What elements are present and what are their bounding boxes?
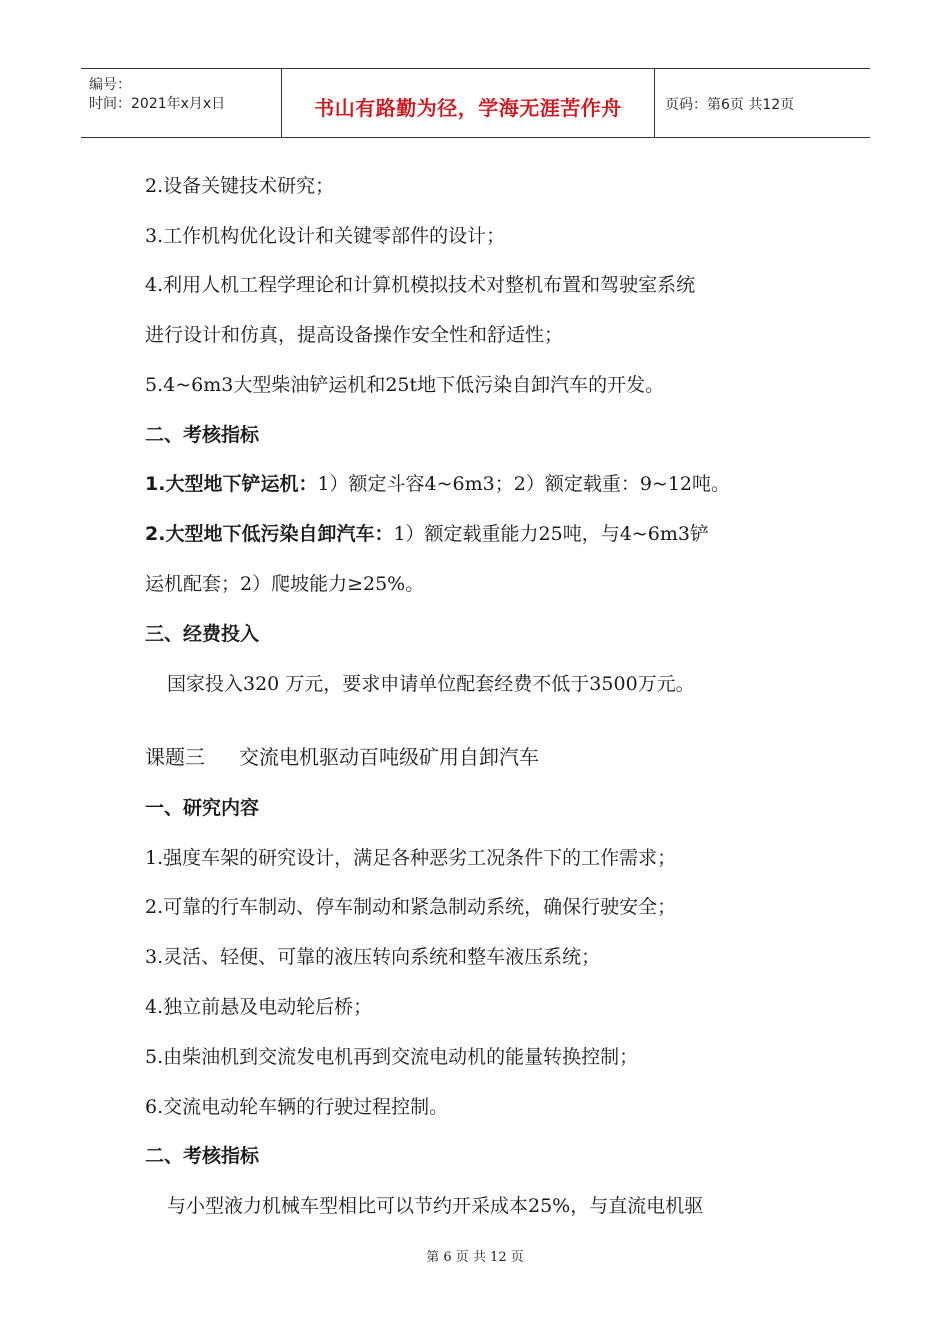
body-line: 4.利用人机工程学理论和计算机模拟技术对整机布置和驾驶室系统 <box>145 274 696 296</box>
section-heading-funding: 三、经费投入 <box>145 623 260 645</box>
document-number-label: 编号： <box>89 77 131 93</box>
research-item: 5.由柴油机到交流发电机再到交流电动机的能量转换控制； <box>145 1046 639 1068</box>
indicator-item <box>145 522 709 546</box>
header-motto-cell <box>282 69 655 137</box>
topic-name: 交流电机驱动百吨级矿用自卸汽车 <box>239 745 539 769</box>
page-footer: 第 6 页 共 12 页 <box>426 1250 524 1265</box>
indicator-lead: 2.大型地下低污染自卸汽车： <box>145 523 394 545</box>
body-line: 运机配套；2）爬坡能力≥25%。 <box>145 573 425 595</box>
body-line: 进行设计和仿真，提高设备操作安全性和舒适性； <box>145 324 564 346</box>
page-header <box>81 68 870 138</box>
research-item: 2.可靠的行车制动、停车制动和紧急制动系统，确保行驶安全； <box>145 896 677 918</box>
research-item: 4.独立前悬及电动轮后桥； <box>145 996 373 1018</box>
header-page-info: 页码：第6页 共12页 <box>665 97 795 113</box>
header-page-cell <box>655 69 870 137</box>
document-date: 时间：2021年x月x日 <box>89 96 226 112</box>
indicator-lead: 1.大型地下铲运机： <box>145 473 318 495</box>
indicator-text: 1）额定载重能力25吨，与4~6m3铲 <box>393 523 709 545</box>
header-motto: 书山有路勤为径，学海无涯苦作舟 <box>314 96 622 120</box>
research-item: 3.灵活、轻便、可靠的液压转向系统和整车液压系统； <box>145 946 601 968</box>
header-meta-cell <box>81 69 282 137</box>
section-heading-indicators: 二、考核指标 <box>145 424 260 446</box>
section-heading-research: 一、研究内容 <box>145 797 260 819</box>
body-line: 2.设备关键技术研究； <box>145 175 335 197</box>
topic-label: 课题三 <box>145 745 205 769</box>
indicator-item <box>145 472 730 496</box>
body-line: 与小型液力机械车型相比可以节约开采成本25%，与直流电机驱 <box>167 1195 704 1217</box>
research-item: 1.强度车架的研究设计，满足各种恶劣工况条件下的工作需求； <box>145 847 677 869</box>
body-line: 3.工作机构优化设计和关键零部件的设计； <box>145 225 506 247</box>
research-item: 6.交流电动轮车辆的行驶过程控制。 <box>145 1096 449 1118</box>
indicator-text: 1）额定斗容4~6m3；2）额定载重：9~12吨。 <box>317 473 731 495</box>
funding-text: 国家投入320 万元，要求申请单位配套经费不低于3500万元。 <box>167 673 695 695</box>
section-heading-indicators-2: 二、考核指标 <box>145 1145 260 1167</box>
topic-title <box>145 745 539 769</box>
body-line: 5.4~6m3大型柴油铲运机和25t地下低污染自卸汽车的开发。 <box>145 374 665 396</box>
